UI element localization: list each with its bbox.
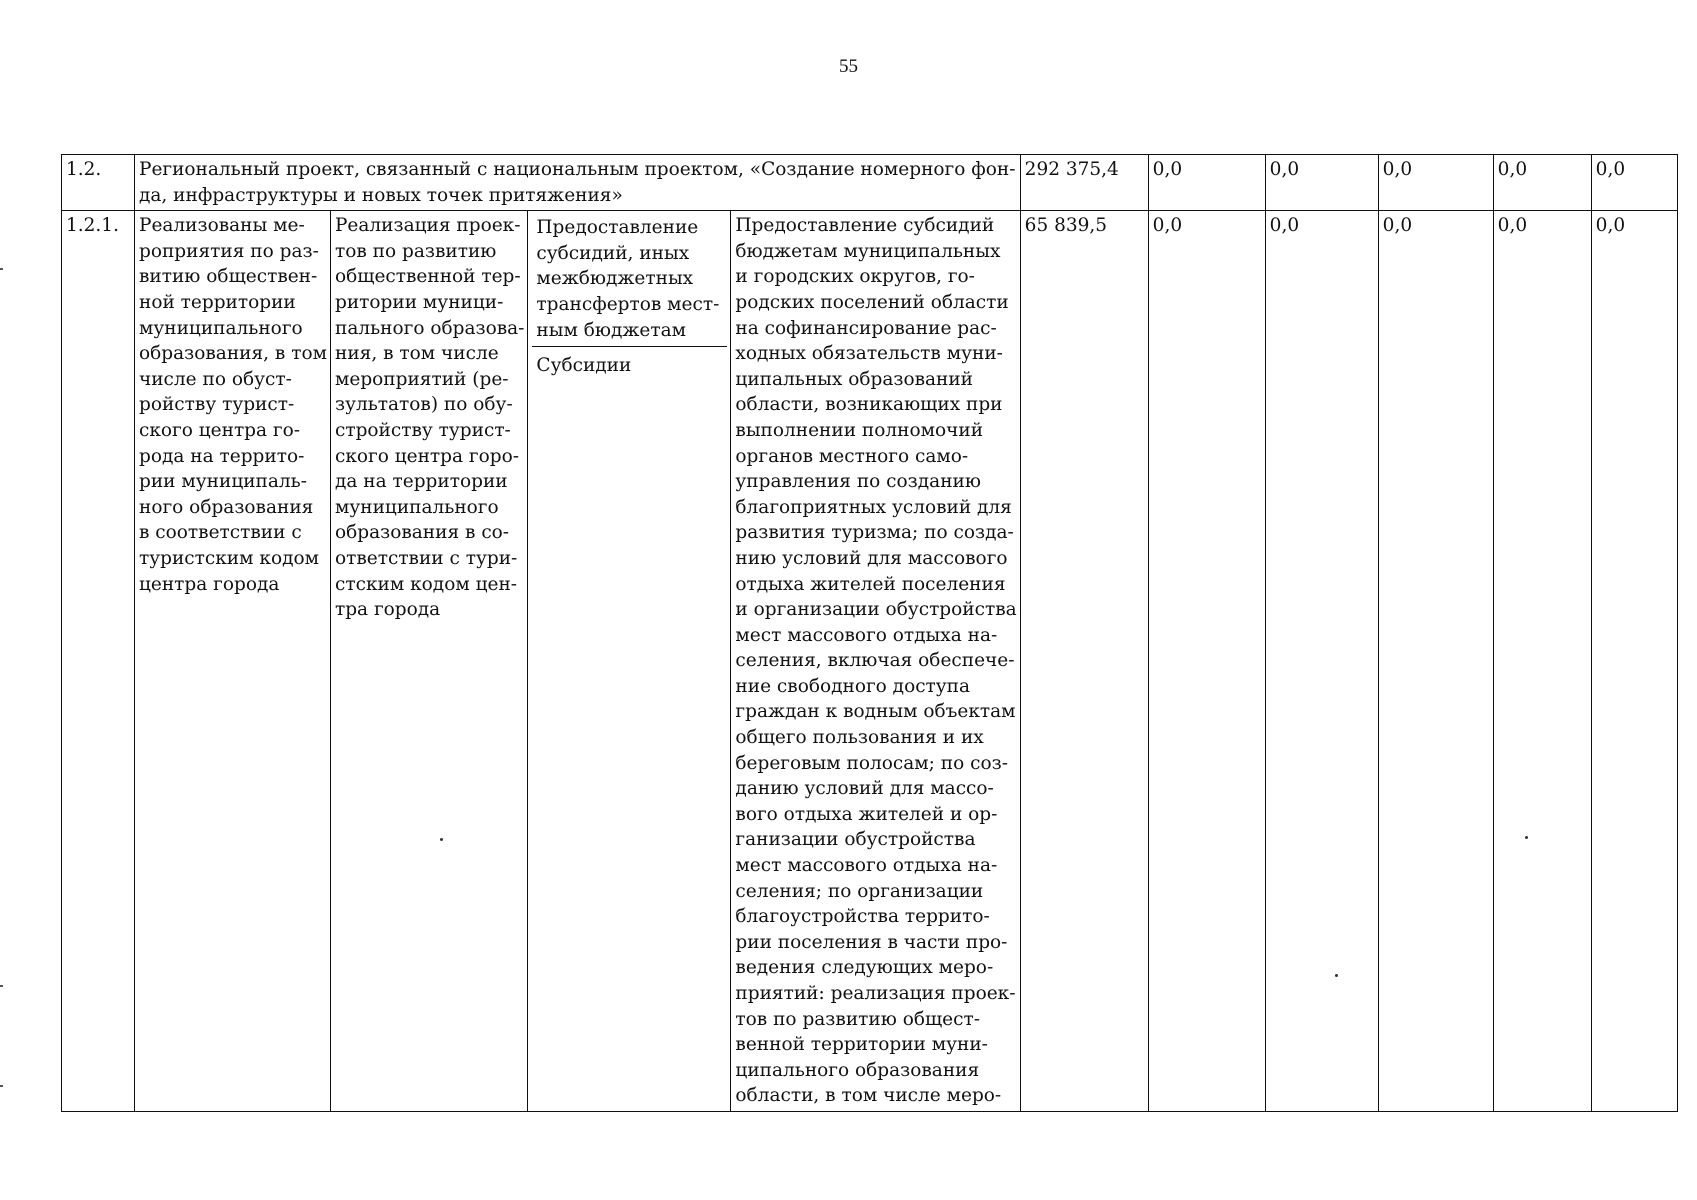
text-line: тов по развитию — [334, 240, 497, 262]
text-line: центра города — [139, 573, 280, 595]
value-col-6: 0,0 — [1591, 211, 1677, 1112]
text-line: ципальных образований — [735, 368, 974, 390]
scan-edge-mark — [0, 1085, 3, 1087]
text-line: граждан к водным объектам — [735, 701, 1016, 723]
text-line: ние свободного доступа — [735, 675, 971, 697]
text-line: туристским кодом — [139, 547, 320, 569]
text-line: роприятия по раз- — [139, 240, 319, 262]
text-line: мест массового отдыха на- — [735, 855, 998, 877]
text-line: ния, в том числе — [334, 343, 499, 365]
text-line: ского центра го- — [139, 419, 301, 441]
table-row-1-2-1 — [62, 211, 1678, 1112]
text-line: органов местного само- — [735, 445, 969, 467]
value-col-5: 0,0 — [1493, 155, 1591, 211]
text-line: и городских округов, го- — [735, 266, 975, 288]
text-line: Региональный проект, связанный с национальным проектом, «Создание номерного фон- — [139, 159, 1016, 180]
text-line: береговым полосам; по соз- — [735, 752, 1008, 774]
text-line: селения, включая обеспече- — [735, 650, 1015, 672]
text-line: нию условий для массового — [735, 547, 1008, 569]
text-line: вого отдыха жителей и ор- — [735, 803, 998, 825]
text-line: числе по обуст- — [139, 368, 292, 390]
text-line: тов по развитию общест- — [735, 1008, 980, 1030]
text-line: рии поселения в части про- — [735, 931, 1008, 953]
text-line: Реализованы ме- — [139, 215, 305, 237]
text-line: муниципального — [139, 317, 303, 339]
expense-subtype: Субсидии — [536, 355, 632, 377]
text-line: ганизации обустройства — [735, 829, 976, 851]
value-col-3: 0,0 — [1265, 155, 1378, 211]
text-line: приятий: реализация проек- — [735, 983, 1016, 1004]
text-line: ведения следующих меро- — [735, 957, 994, 979]
scan-speck — [440, 838, 443, 841]
text-line: стройству турист- — [334, 419, 511, 441]
value-total: 65 839,5 — [1020, 211, 1148, 1112]
text-line: области, в том числе меро- — [735, 1085, 1002, 1107]
project-title — [135, 155, 1021, 211]
measure-cell — [330, 211, 527, 1112]
text-line: ным бюджетам — [536, 319, 687, 341]
budget-table — [61, 154, 1678, 1112]
value-col-6: 0,0 — [1591, 155, 1677, 211]
text-line: общего пользования и их — [735, 727, 984, 749]
text-line: благоустройства террито- — [735, 906, 990, 928]
text-line: образования, в том — [139, 343, 327, 365]
text-line: рии муниципаль- — [139, 471, 307, 493]
text-line: Реализация проек- — [334, 215, 521, 237]
text-line: да на территории — [334, 471, 508, 493]
scan-speck — [1335, 974, 1338, 977]
expense-type — [532, 213, 727, 347]
text-line: межбюджетных — [536, 268, 694, 290]
text-line: стским кодом цен- — [334, 573, 518, 595]
text-line: Предоставление — [536, 217, 699, 239]
text-line: развития туризма; по созда- — [735, 522, 1014, 544]
value-col-3: 0,0 — [1265, 211, 1378, 1112]
table-row-1-2 — [62, 155, 1678, 211]
text-line: ритории муници- — [334, 291, 504, 313]
description-cell — [731, 211, 1020, 1112]
text-line: в соответствии с — [139, 522, 302, 544]
text-line: ходных обязательств муни- — [735, 343, 1003, 365]
scan-edge-mark — [0, 268, 3, 270]
text-line: ной территории — [139, 291, 296, 313]
text-line: отдыха жителей поселения — [735, 573, 1006, 595]
text-line: бюджетам муниципальных — [735, 240, 1001, 262]
value-col-4: 0,0 — [1378, 211, 1493, 1112]
text-line: мест массового отдыха на- — [735, 624, 998, 646]
scan-edge-mark — [0, 985, 3, 987]
text-line: да, инфраструктуры и новых точек притяжения» — [139, 184, 623, 206]
value-col-4: 0,0 — [1378, 155, 1493, 211]
scan-speck — [1525, 836, 1528, 839]
value-col-5: 0,0 — [1493, 211, 1591, 1112]
text-line: родских поселений области — [735, 291, 1009, 313]
text-line: ного образования — [139, 496, 314, 518]
text-line: зультатов) по обу- — [334, 394, 513, 416]
text-line: пального образова- — [334, 317, 525, 339]
text-line: благоприятных условий для — [735, 496, 1012, 518]
result-cell — [135, 211, 331, 1112]
text-line: ципального образования — [735, 1059, 980, 1081]
text-line: селения; по организации — [735, 880, 984, 902]
text-line: образования в со- — [334, 522, 510, 544]
text-line: ского центра горо- — [334, 445, 519, 467]
text-line: субсидий, иных — [536, 242, 690, 264]
text-line: мероприятий (ре- — [334, 368, 509, 390]
text-line: трансфертов мест- — [536, 293, 720, 315]
expense-type-cell — [528, 211, 731, 1112]
text-line: области, возникающих при — [735, 394, 1003, 416]
value-total: 292 375,4 — [1020, 155, 1148, 211]
page-number: 55 — [839, 56, 858, 77]
value-col-2: 0,0 — [1148, 211, 1265, 1112]
text-line: выполнении полномочий — [735, 419, 984, 441]
text-line: муниципального — [334, 496, 499, 518]
text-line: венной территории муни- — [735, 1034, 988, 1056]
text-line: витию обществен- — [139, 266, 318, 288]
text-line: на софинансирование рас- — [735, 317, 997, 339]
row-code: 1.2. — [62, 155, 135, 211]
text-line: ответствии с тури- — [334, 547, 518, 569]
text-line: тра города — [334, 599, 441, 621]
text-line: общественной тер- — [334, 266, 521, 288]
text-line: управления по созданию — [735, 471, 981, 493]
text-line: и организации обустройства — [735, 599, 1017, 621]
text-line: Предоставление субсидий — [735, 215, 995, 237]
text-line: данию условий для массо- — [735, 778, 994, 800]
text-line: ройству турист- — [139, 394, 295, 416]
value-col-2: 0,0 — [1148, 155, 1265, 211]
text-line: рода на террито- — [139, 445, 305, 467]
row-code: 1.2.1. — [62, 211, 135, 1112]
